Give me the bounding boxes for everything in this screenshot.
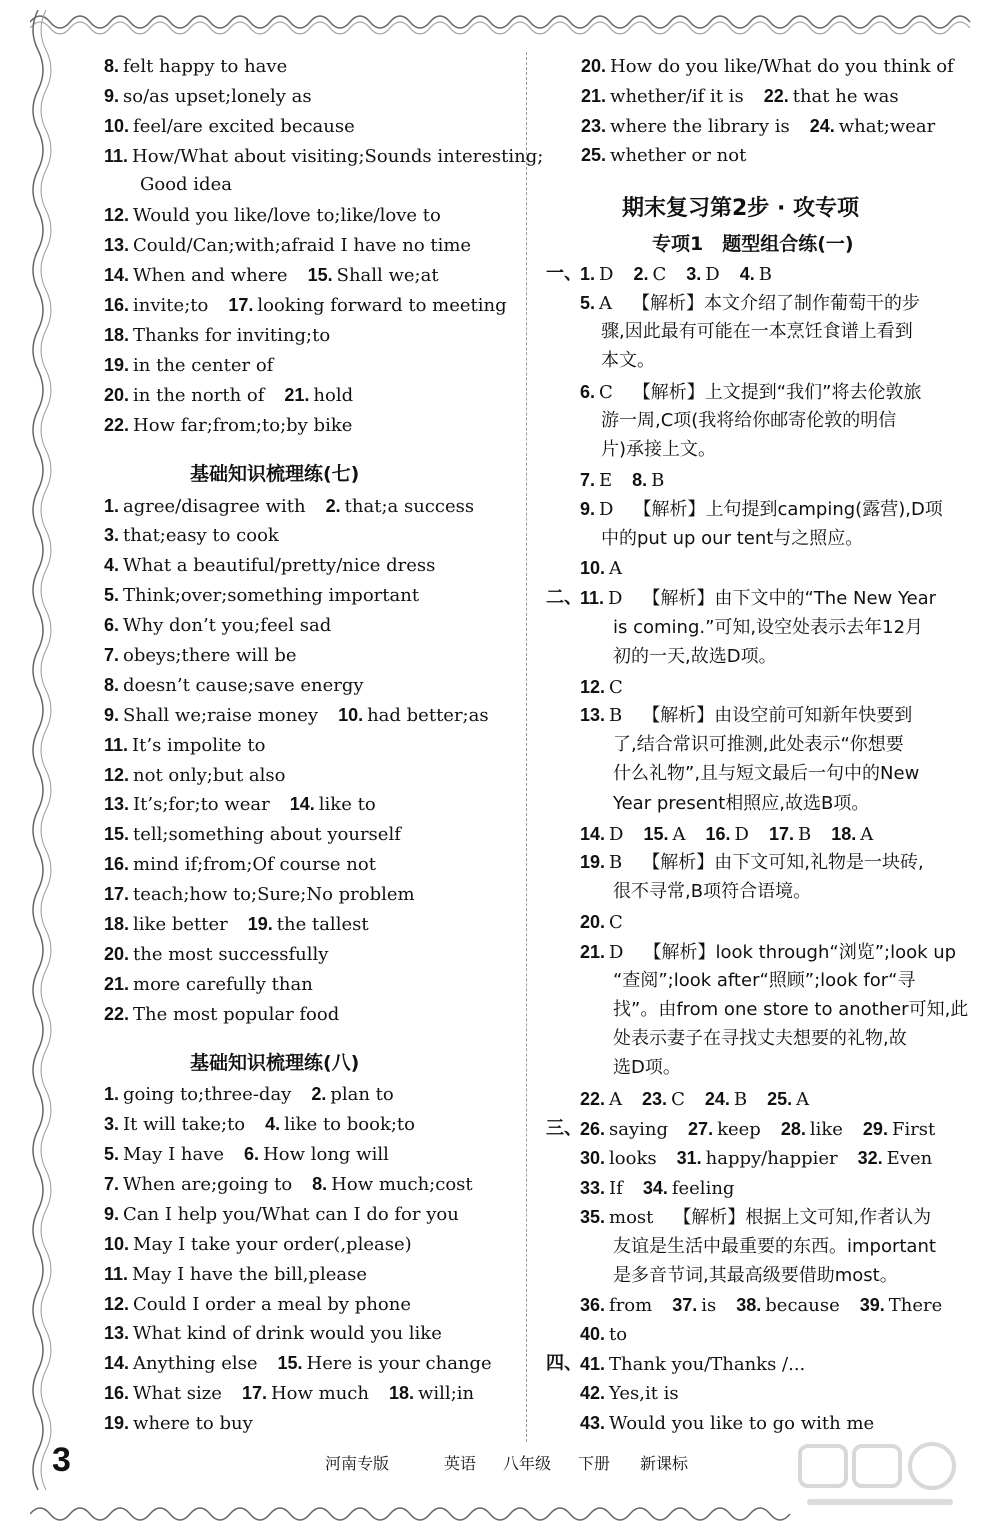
section-title-8: 基础知识梳理练(八) bbox=[190, 1052, 360, 1074]
decorative-left-border bbox=[24, 10, 58, 1500]
page-number: 3 bbox=[52, 1441, 71, 1479]
answer-line: 1. agree/disagree with 2. that;a success bbox=[104, 496, 475, 517]
sub-heading: 专项1 题型组合练(一) bbox=[652, 233, 854, 255]
answer-line-continued: Good idea bbox=[140, 174, 232, 195]
explanation-line: 很不寻常,B项符合语境。 bbox=[613, 881, 812, 902]
explanation-line: 什么礼物”,且与短文最后一句中的New bbox=[613, 763, 920, 784]
answer-line: 23. where the library is 24. what;wear bbox=[581, 116, 936, 137]
explanation-line: 选D项。 bbox=[613, 1057, 681, 1078]
answer-line: 5. May I have 6. How long will bbox=[104, 1144, 389, 1165]
watermark-logo bbox=[790, 1440, 970, 1520]
answer-line: 11. It’s impolite to bbox=[104, 735, 266, 756]
answer-line: 36. from 37. is 38. because 39. There bbox=[580, 1295, 943, 1316]
explanation-line: is coming.”可知,设空处表示去年12月 bbox=[613, 617, 924, 638]
answer-line: 22. How far;from;to;by bike bbox=[104, 415, 353, 436]
answer-line: 43. Would you like to go with me bbox=[580, 1413, 875, 1434]
explanation-line: 中的put up our tent与之照应。 bbox=[601, 528, 864, 549]
answer-line: 26. saying 27. keep 28. like 29. First bbox=[580, 1119, 936, 1140]
answer-line: 6. Why don’t you;feel sad bbox=[104, 615, 332, 636]
answer-line: 12. Could I order a meal by phone bbox=[104, 1294, 412, 1315]
answer-line: 17. teach;how to;Sure;No problem bbox=[104, 884, 415, 905]
answer-line: 11. How/What about visiting;Sounds interesting; bbox=[104, 146, 544, 167]
explanation-line: 21. D 【解析】look through“浏览”;look up bbox=[580, 942, 957, 963]
answer-line: 13. What kind of drink would you like bbox=[104, 1323, 442, 1344]
answer-line: 14. Anything else 15. Here is your change bbox=[104, 1353, 492, 1374]
explanation-line: 19. B 【解析】由下文可知,礼物是一块砖, bbox=[580, 852, 924, 873]
answer-line: 21. whether/if it is 22. that he was bbox=[581, 86, 899, 107]
answer-line: 20. How do you like/What do you think of bbox=[581, 56, 954, 77]
answer-line: 19. where to buy bbox=[104, 1413, 253, 1434]
answer-line: 8. doesn’t cause;save energy bbox=[104, 675, 364, 696]
answer-line: 12. not only;but also bbox=[104, 765, 286, 786]
answer-line: 1. going to;three-day 2. plan to bbox=[104, 1084, 394, 1105]
answer-line: 14. D 15. A 16. D 17. B 18. A bbox=[580, 824, 874, 845]
answer-line: 20. C bbox=[580, 912, 623, 933]
answer-line: 3. It will take;to 4. like to book;to bbox=[104, 1114, 415, 1135]
answer-line: 40. to bbox=[580, 1324, 628, 1345]
answer-line: 22. The most popular food bbox=[104, 1004, 340, 1025]
answer-line: 9. so/as upset;lonely as bbox=[104, 86, 312, 107]
explanation-line: 本文。 bbox=[601, 350, 655, 371]
answer-line: 21. more carefully than bbox=[104, 974, 313, 995]
explanation-line: 游一周,C项(我将给你邮寄伦敦的明信 bbox=[601, 410, 897, 431]
decorative-top-border bbox=[30, 6, 980, 36]
answer-line: 42. Yes,it is bbox=[580, 1383, 679, 1404]
explanation-line: 9. D 【解析】上句提到camping(露营),D项 bbox=[580, 499, 943, 520]
explanation-line: “查阅”;look after“照顾”;look for“寻 bbox=[613, 970, 916, 991]
explanation-line: 35. most 【解析】根据上文可知,作者认为 bbox=[580, 1207, 932, 1228]
explanation-line: 是多音节词,其最高级要借助most。 bbox=[613, 1265, 898, 1286]
answer-line: 15. tell;something about yourself bbox=[104, 824, 401, 845]
answer-line: 11. May I have the bill,please bbox=[104, 1264, 368, 1285]
explanation-line: 处表示妻子在寻找丈夫想要的礼物,故 bbox=[613, 1028, 907, 1049]
answer-line: 3. that;easy to cook bbox=[104, 525, 279, 546]
answer-line: 14. When and where 15. Shall we;at bbox=[104, 265, 439, 286]
answer-line: 18. Thanks for inviting;to bbox=[104, 325, 331, 346]
explanation-line: 片)承接上文。 bbox=[601, 439, 717, 460]
explanation-line: 13. B 【解析】由设空前可知新年快要到 bbox=[580, 705, 913, 726]
answer-line: 20. the most successfully bbox=[104, 944, 329, 965]
explanation-line: 11. D 【解析】由下文中的“The New Year bbox=[580, 588, 937, 609]
answer-line: 41. Thank you/Thanks /... bbox=[580, 1354, 806, 1375]
answer-line: 19. in the center of bbox=[104, 355, 274, 376]
answer-line: 13. It’s;for;to wear 14. like to bbox=[104, 794, 376, 815]
explanation-line: 友谊是生活中最重要的东西。important bbox=[613, 1236, 936, 1257]
answer-line: 18. like better 19. the tallest bbox=[104, 914, 369, 935]
answer-line: 10. feel/are excited because bbox=[104, 116, 355, 137]
section-title-7: 基础知识梳理练(七) bbox=[190, 463, 360, 485]
main-heading: 期末复习第2步 · 攻专项 bbox=[622, 196, 859, 221]
explanation-line: 6. C 【解析】上文提到“我们”将去伦敦旅 bbox=[580, 382, 922, 403]
answer-line: 25. whether or not bbox=[581, 145, 747, 166]
footer-edition: 河南专版 bbox=[325, 1454, 390, 1473]
part-label-4: 四、 bbox=[546, 1353, 582, 1374]
answer-line: 8. felt happy to have bbox=[104, 56, 288, 77]
answer-line: 22. A 23. C 24. B 25. A bbox=[580, 1089, 810, 1110]
answer-line: 7. When are;going to 8. How much;cost bbox=[104, 1174, 473, 1195]
footer-standard: 新课标 bbox=[640, 1454, 689, 1473]
answer-line: 7. obeys;there will be bbox=[104, 645, 297, 666]
explanation-line: 初的一天,故选D项。 bbox=[613, 646, 777, 667]
answer-line: 9. Can I help you/What can I do for you bbox=[104, 1204, 459, 1225]
explanation-line: 骤,因此最有可能在一本烹饪食谱上看到 bbox=[601, 321, 913, 342]
answer-line: 16. mind if;from;Of course not bbox=[104, 854, 376, 875]
explanation-line: 5. A 【解析】本文介绍了制作葡萄干的步 bbox=[580, 293, 921, 314]
answer-line: 13. Could/Can;with;afraid I have no time bbox=[104, 235, 472, 256]
answer-line: 16. invite;to 17. looking forward to meeting bbox=[104, 295, 507, 316]
footer-subject: 英语 bbox=[444, 1454, 477, 1473]
answer-line: 12. Would you like/love to;like/love to bbox=[104, 205, 441, 226]
answer-line: 12. C bbox=[580, 677, 623, 698]
answer-line: 9. Shall we;raise money 10. had better;as bbox=[104, 705, 489, 726]
explanation-line: Year present相照应,故选B项。 bbox=[613, 793, 870, 814]
answer-line: 30. looks 31. happy/happier 32. Even bbox=[580, 1148, 933, 1169]
part-label-1: 一、 bbox=[546, 263, 582, 284]
answer-line: 7. E 8. B bbox=[580, 470, 665, 491]
answer-line: 16. What size 17. How much 18. will;in bbox=[104, 1383, 475, 1404]
explanation-line: 找”。由from one store to another可知,此 bbox=[613, 999, 969, 1020]
answer-line: 4. What a beautiful/pretty/nice dress bbox=[104, 555, 436, 576]
part-label-2: 二、 bbox=[546, 587, 582, 608]
answer-line: 1. D 2. C 3. D 4. B bbox=[580, 264, 772, 285]
answer-line: 10. A bbox=[580, 558, 623, 579]
explanation-line: 了,结合常识可推测,此处表示“你想要 bbox=[613, 734, 904, 755]
footer-volume: 下册 bbox=[578, 1454, 611, 1473]
part-label-3: 三、 bbox=[546, 1118, 582, 1139]
answer-line: 10. May I take your order(,please) bbox=[104, 1234, 412, 1255]
answer-line: 33. If 34. feeling bbox=[580, 1178, 735, 1199]
footer-grade: 八年级 bbox=[503, 1454, 552, 1473]
answer-line: 5. Think;over;something important bbox=[104, 585, 420, 606]
answer-line: 20. in the north of 21. hold bbox=[104, 385, 354, 406]
column-divider bbox=[526, 52, 527, 1442]
